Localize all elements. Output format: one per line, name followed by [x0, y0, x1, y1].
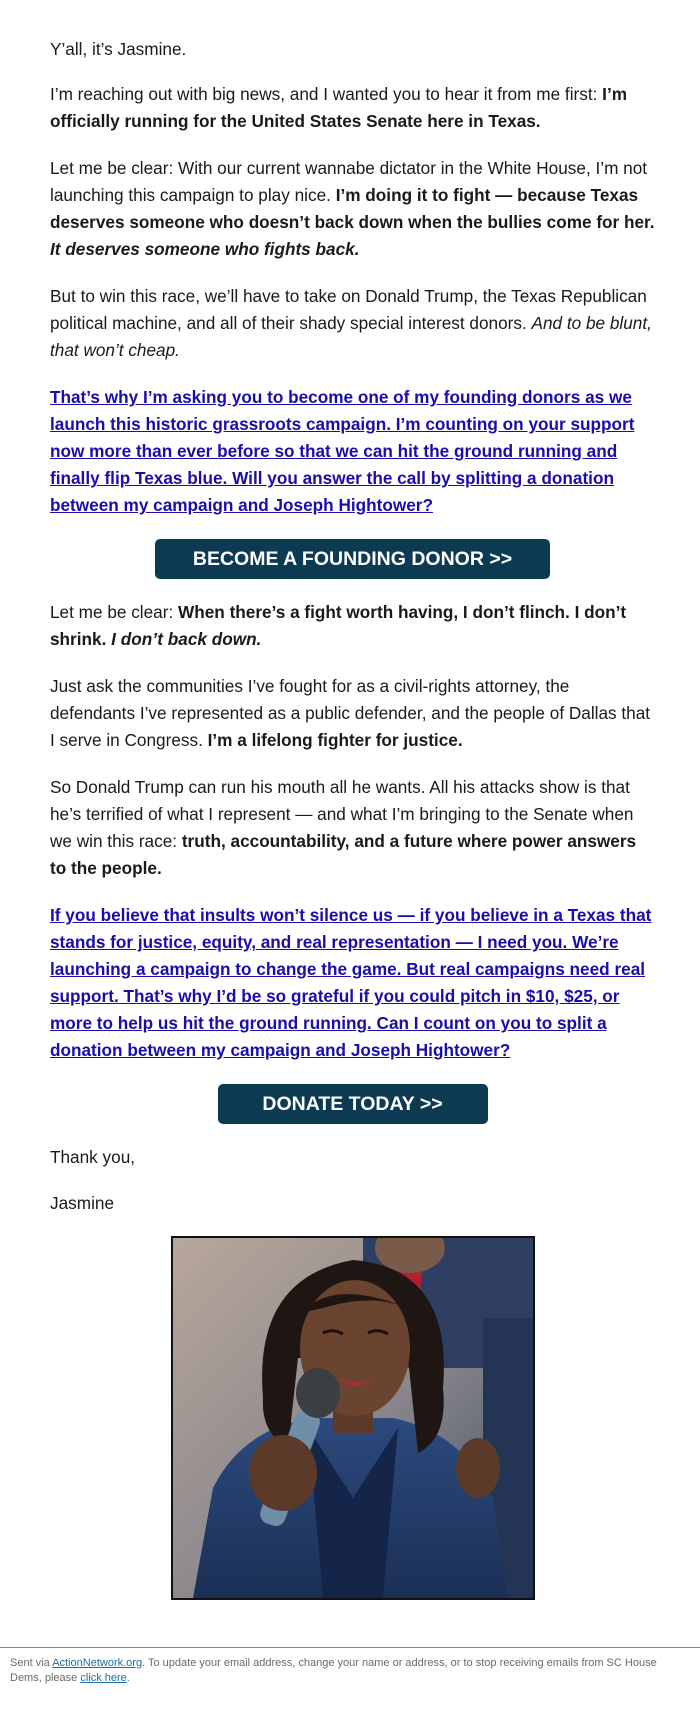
unsubscribe-link[interactable]: click here — [80, 1672, 127, 1684]
candidate-photo-illustration — [173, 1238, 533, 1598]
button-row-2 — [50, 1084, 655, 1124]
background-bold: I’m a lifelong fighter for justice. — [207, 730, 463, 750]
greeting: Y’all, it’s Jasmine. — [50, 39, 187, 59]
fight-bold: I’m doing it to fight — because Texas deserves someone who doesn’t back down when the bullies come for her. — [50, 185, 655, 232]
action-network-link[interactable]: ActionNetwork.org — [52, 1657, 143, 1669]
email-body — [50, 36, 655, 1600]
fight-bold-italic: It deserves someone who fights back. — [50, 239, 360, 259]
donate-today-button[interactable]: DONATE TODAY >> — [218, 1084, 488, 1124]
footer — [10, 1656, 675, 1686]
paragraph-founding-donor-link — [50, 384, 655, 519]
paragraph-text: Let me be clear: — [50, 602, 179, 622]
paragraph-text: But to win this race, we’ll have to take on Donald Trump, the Texas Republican political machine, and all of their shady special interest donors. — [50, 286, 647, 333]
paragraph-text: So Donald Trump can run his mouth all he wants. All his attacks show is that he’s terrified of what I represent — and what I’m bringing to the Senate when we win this race: — [50, 777, 634, 851]
donate-appeal-link[interactable]: If you believe that insults won’t silence us — if you believe in a Texas that stands for justice, equity, and real representation — I need you. We’re launching a campaign to change the game. But real campaigns need real support. That’s why I’d be so grateful if you could pitch in $10, $25, or more to help us hit the ground running. Can I count on you to split a donation between my campaign and Joseph Hightower? — [50, 905, 652, 1060]
signature: Jasmine — [50, 1193, 114, 1213]
paragraph-background — [50, 673, 655, 754]
paragraph-donate-link — [50, 902, 655, 1064]
paragraph-trump — [50, 774, 655, 882]
footer-divider — [0, 1647, 700, 1648]
opponents-italic: And to be blunt, that won’t cheap. — [50, 313, 652, 360]
candidate-photo — [171, 1236, 535, 1600]
founding-donor-link[interactable]: That’s why I’m asking you to become one of my founding donors as we launch this historic grassroots campaign. I’m counting on your support now more than ever before so that we can hit the ground running and finally flip Texas blue. Will you answer the call by splitting a donation between my campaign and Joseph Hightower? — [50, 387, 635, 515]
trump-bold: truth, accountability, and a future where power answers to the people. — [50, 831, 637, 878]
paragraph-text: I’m reaching out with big news, and I wanted you to hear it from me first: — [50, 84, 603, 104]
no-flinch-bold: When there’s a fight worth having, I don’t flinch. I don’t shrink. — [50, 602, 627, 649]
paragraph-text: Just ask the communities I’ve fought for as a civil-rights attorney, the defendants I’ve represented as a public defender, and the people of Dallas that I serve in Congress. — [50, 676, 651, 750]
paragraph-text: Let me be clear: With our current wannabe dictator in the White House, I’m not launching this campaign to play nice. — [50, 158, 648, 205]
paragraph-opponents — [50, 283, 655, 364]
paragraph-no-flinch — [50, 599, 655, 653]
photo-row — [50, 1236, 655, 1600]
footer-text: . — [126, 1672, 130, 1684]
announcement-bold: I’m officially running for the United States Senate here in Texas. — [50, 84, 628, 131]
paragraph-announcement — [50, 81, 655, 135]
paragraph-fight — [50, 155, 655, 263]
footer-text: Sent via — [10, 1657, 53, 1669]
closing: Thank you, — [50, 1147, 136, 1167]
footer-text: . To update your email address, change your name or address, or to stop receiving emails from SC House Dems, please — [10, 1657, 657, 1684]
no-flinch-bold-italic: I don’t back down. — [111, 629, 262, 649]
button-row-1 — [50, 539, 655, 579]
become-founding-donor-button[interactable]: BECOME A FOUNDING DONOR >> — [155, 539, 550, 579]
